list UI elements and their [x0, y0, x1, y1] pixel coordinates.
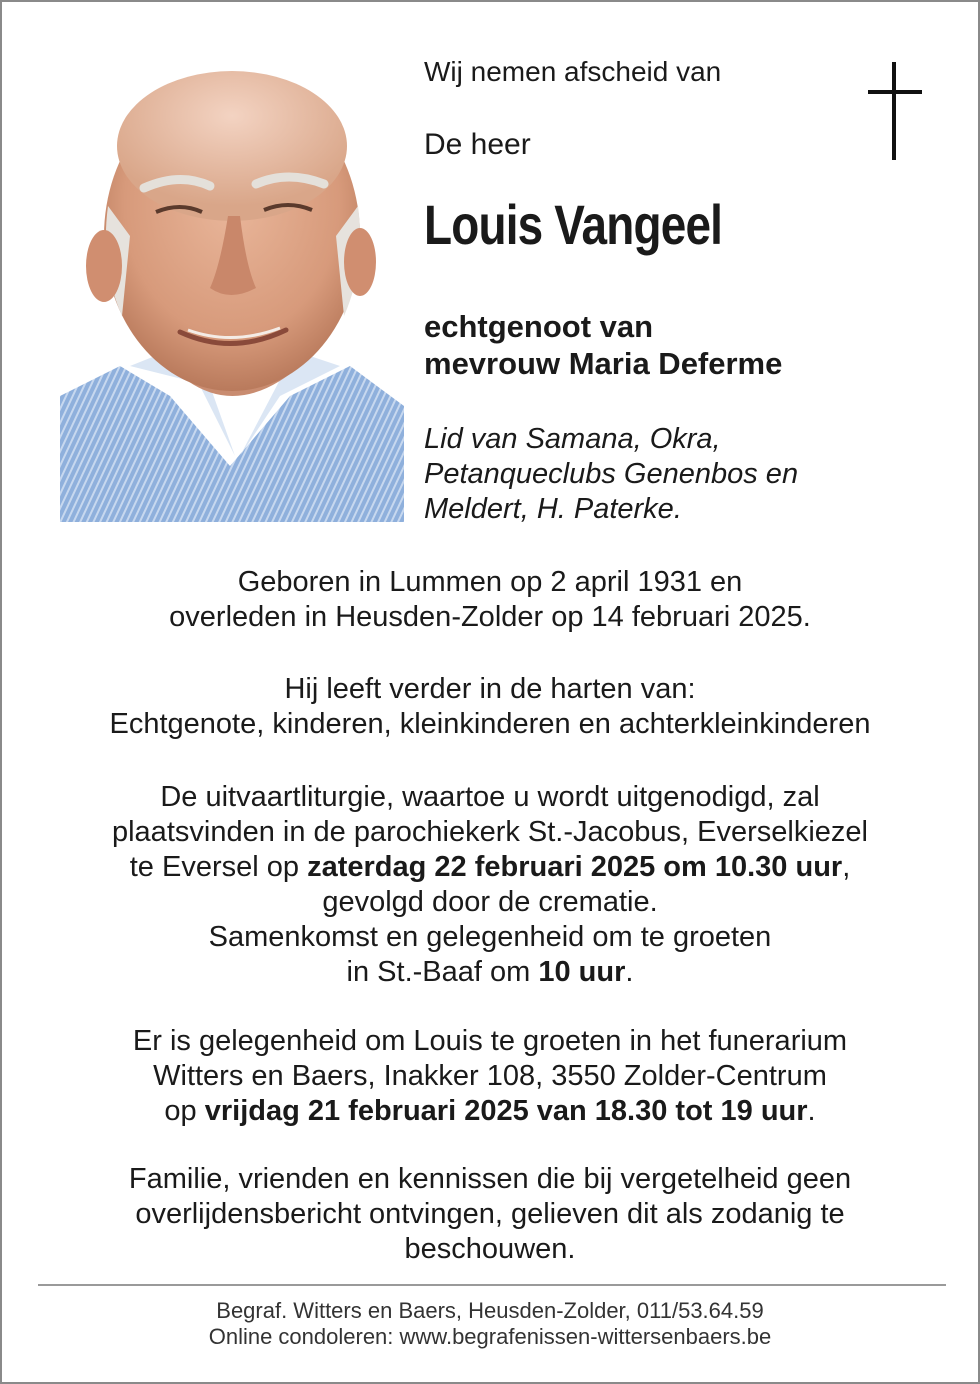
funeral-home-info: Begraf. Witters en Baers, Heusden-Zolder, 011/53.64.59	[216, 1298, 764, 1323]
notice-line-1: Familie, vrienden en kennissen die bij vergetelheid geen	[128, 1163, 852, 1195]
family-line-2: Echtgenote, kinderen, kleinkinderen en achterkleinkinderen	[109, 708, 871, 740]
portrait-photo	[60, 66, 404, 522]
honorific: De heer	[424, 128, 531, 161]
funeral-section	[2, 780, 978, 990]
funeral-line-1: De uitvaartliturgie, waartoe u wordt uitgenodigd, zal	[160, 781, 820, 813]
visit-line-3	[2, 1094, 978, 1129]
family-line-1: Hij leeft verder in de harten van:	[284, 673, 696, 705]
funeral-line-4: gevolgd door de crematie.	[322, 886, 658, 918]
funeral-datetime: zaterdag 22 februari 2025 om 10.30 uur	[307, 851, 843, 883]
funeral-line-3-pre: te Eversel op	[129, 851, 308, 883]
funeral-line-3-post: ,	[842, 851, 851, 883]
notice-line-3: beschouwen.	[404, 1233, 576, 1265]
membership-line-1: Lid van Samana, Okra,	[424, 423, 721, 455]
birth-death-section	[2, 565, 978, 635]
intro-text: Wij nemen afscheid van	[424, 56, 722, 87]
visitation-section	[2, 1024, 978, 1129]
notice-line-2: overlijdensbericht ontvingen, gelieven dit als zodanig te	[135, 1198, 845, 1230]
funeral-line-3	[2, 850, 978, 885]
spouse-block	[424, 308, 782, 382]
funeral-line-6-pre: in St.-Baaf om	[346, 956, 539, 988]
notice-section	[2, 1162, 978, 1267]
membership-line-2: Petanqueclubs Genenbos en	[424, 458, 799, 490]
gathering-time: 10 uur	[538, 956, 626, 988]
cross-icon	[864, 62, 924, 162]
family-section	[2, 672, 978, 742]
membership-block	[424, 422, 798, 527]
footer-divider	[38, 1284, 946, 1286]
funeral-line-6	[2, 955, 978, 990]
condolence-link[interactable]: Online condoleren: www.begrafenissen-wittersenbaers.be	[208, 1324, 772, 1349]
spouse-line-2: mevrouw Maria Deferme	[424, 346, 783, 381]
footer	[2, 1298, 978, 1350]
visitation-datetime: vrijdag 21 februari 2025 van 18.30 tot 19 uur	[204, 1095, 808, 1127]
visit-line-3-post: .	[807, 1095, 816, 1127]
visit-line-1: Er is gelegenheid om Louis te groeten in het funerarium	[132, 1025, 848, 1057]
birth-line: Geboren in Lummen op 2 april 1931 en	[237, 566, 743, 598]
funeral-line-6-post: .	[625, 956, 634, 988]
spouse-line-1: echtgenoot van	[424, 309, 654, 344]
death-line: overleden in Heusden-Zolder op 14 februari 2025.	[169, 601, 811, 633]
membership-line-3: Meldert, H. Paterke.	[424, 493, 682, 525]
funeral-line-5: Samenkomst en gelegenheid om te groeten	[208, 921, 772, 953]
visit-line-3-pre: op	[164, 1095, 205, 1127]
visit-line-2: Witters en Baers, Inakker 108, 3550 Zolder-Centrum	[153, 1060, 827, 1092]
funeral-line-2: plaatsvinden in de parochiekerk St.-Jacobus, Everselkiezel	[111, 816, 868, 848]
deceased-name: Louis Vangeel	[424, 193, 723, 256]
